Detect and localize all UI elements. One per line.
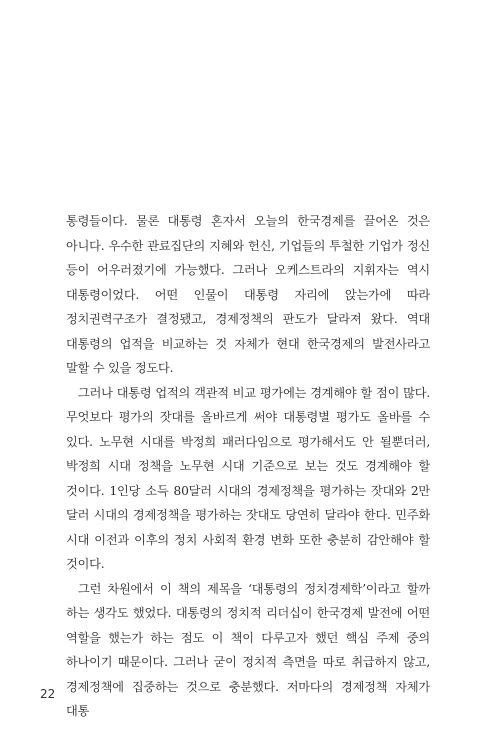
body-text <box>66 209 430 724</box>
page-number: 22 <box>40 687 56 701</box>
paragraph-2: 그러나 대통령 업적의 객관적 비교 평가에는 경계해야 할 점이 많다. 무엇보다 평가의 잣대를 올바르게 써야 대통령별 평가도 올바를 수 있다. 노무현 시대를 박정희 패러다임으로 평가해서도 안 될뿐더러, 박정희 시대 정책을 노무현 시대 기준으로 보는 것도 경계해야 할 것이다. 1인당 소득 80달러 시대의 경제정책을 평가하는 잣대와 2만 달러 시대의 경제정책을 평가하는 잣대도 당연히 달라야 한다. 민주화 시대 이전과 이후의 정치 사회적 환경 변화 또한 충분히 감안해야 할 것이다. <box>66 385 430 571</box>
paragraph-1: 통령들이다. 물론 대통령 혼자서 오늘의 한국경제를 끌어온 것은 아니다. 우수한 관료집단의 지혜와 헌신, 기업들의 투철한 기업가 정신 등이 어우러졌기에 가능했다. 그러나 오케스트라의 지휘자는 역시 대통령이었다. 어떤 인물이 대통령 자리에 앉는가에 따라 정치권력구조가 결정됐고, 경제정책의 판도가 달라져 왔다. 역대 대통령의 업적을 비교하는 것 자체가 현대 한국경제의 발전사라고 말할 수 있을 정도다. <box>66 214 430 375</box>
paragraph-3: 그런 차원에서 이 책의 제목을 ‘대통령의 정치경제학’이라고 할까 하는 생각도 했었다. 대통령의 정치적 리더십이 한국경제 발전에 어떤 역할을 했는가 하는 점도 이 책이 다루고자 했던 핵심 주제 중의 하나이기 때문이다. 그러나 굳이 정치적 측면을 따로 취급하지 않고, 경제정책에 집중하는 것으로 충분했다. 저마다의 경제정책 자체가 대통 <box>66 581 430 718</box>
